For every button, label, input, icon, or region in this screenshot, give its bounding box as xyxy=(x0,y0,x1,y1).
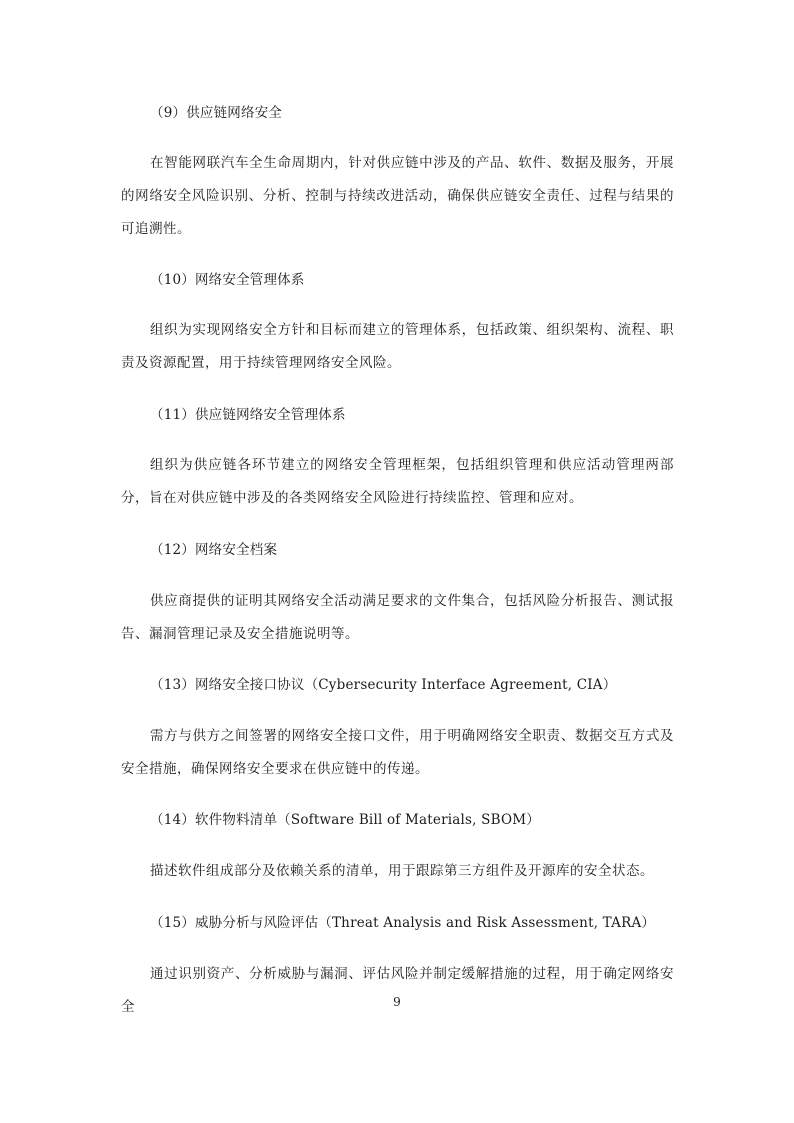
section-heading-10: （10）网络安全管理体系 xyxy=(150,272,305,288)
section-heading-15: （15）威胁分析与风险评估（Threat Analysis and Risk Assessment, TARA） xyxy=(150,915,656,931)
section-body-9: 在智能网联汽车全生命周期内，针对供应链中涉及的产品、软件、数据及服务，开展的网络安全风险识别、分析、控制与持续改进活动，确保供应链安全责任、过程与结果的可追溯性。 xyxy=(121,155,674,237)
section-body-13: 需方与供方之间签署的网络安全接口文件，用于明确网络安全职责、数据交互方式及安全措施，确保网络安全要求在供应链中的传递。 xyxy=(121,728,674,777)
section-body-15: 通过识别资产、分析威胁与漏洞、评估风险并制定缓解措施的过程，用于确定网络安全 xyxy=(121,966,674,1015)
section-heading-14: （14）软件物料清单（Software Bill of Materials, SBOM） xyxy=(150,812,540,828)
section-heading-11: （11）供应链网络安全管理体系 xyxy=(150,407,346,423)
section-body-12: 供应商提供的证明其网络安全活动满足要求的文件集合，包括风险分析报告、测试报告、漏洞管理记录及安全措施说明等。 xyxy=(121,593,674,642)
section-heading-9: （9）供应链网络安全 xyxy=(150,105,283,121)
section-body-11: 组织为供应链各环节建立的网络安全管理框架，包括组织管理和供应活动管理两部分，旨在对供应链中涉及的各类网络安全风险进行持续监控、管理和应对。 xyxy=(121,457,674,506)
section-body-10: 组织为实现网络安全方针和目标而建立的管理体系，包括政策、组织架构、流程、职责及资源配置，用于持续管理网络安全风险。 xyxy=(121,322,674,371)
section-heading-12: （12）网络安全档案 xyxy=(150,542,278,558)
page-number: 9 xyxy=(393,995,401,1009)
section-body-14: 描述软件组成部分及依赖关系的清单，用于跟踪第三方组件及开源库的安全状态。 xyxy=(150,863,654,879)
section-heading-13: （13）网络安全接口协议（Cybersecurity Interface Agreement, CIA） xyxy=(150,677,617,693)
